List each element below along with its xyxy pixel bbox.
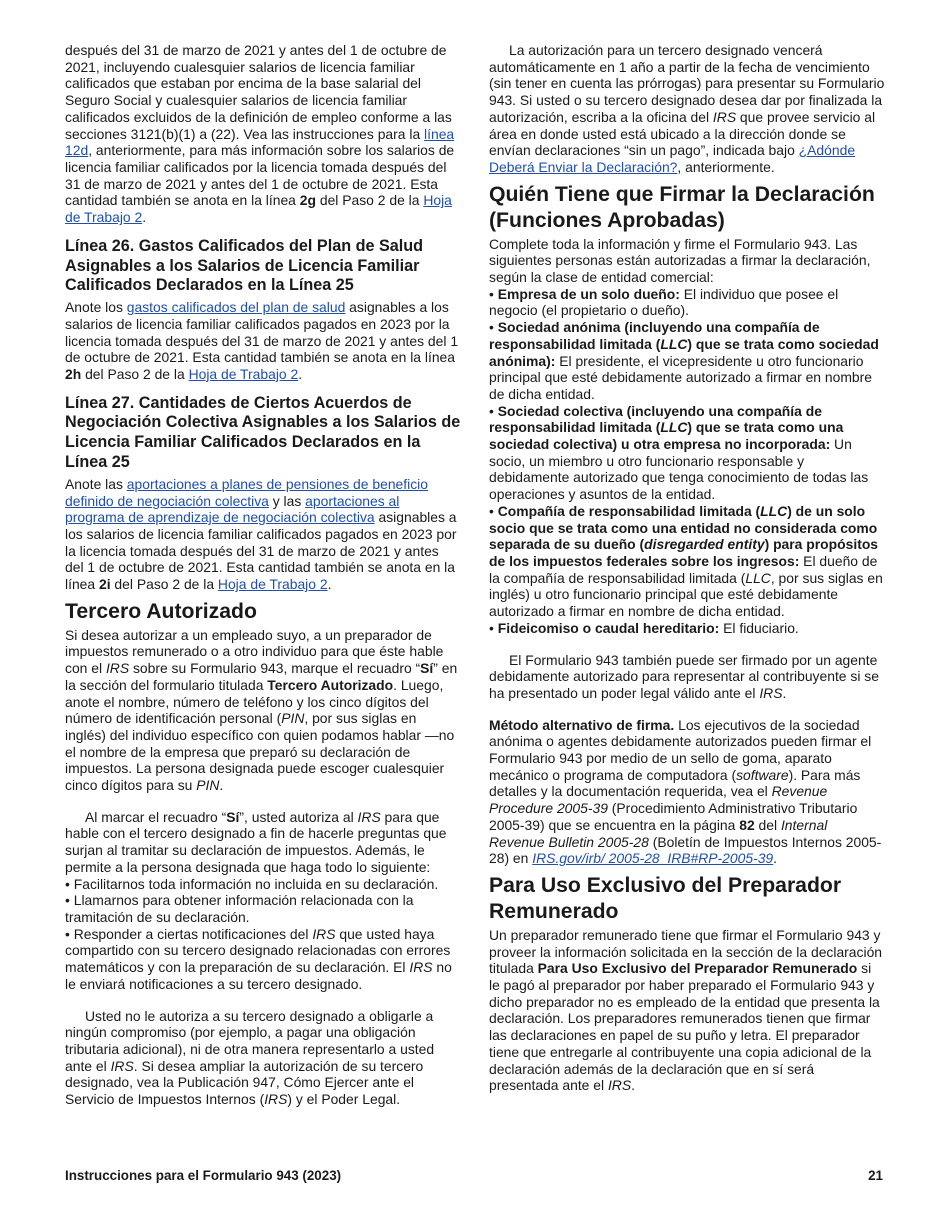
bullet-icon: •: [489, 502, 494, 519]
link-aportaciones-pensiones[interactable]: aportaciones a planes de pensiones de beneficio definido de negociación colectiva: [65, 475, 428, 509]
bullet-item: • Facilitarnos toda información no incluida en su declaración.: [65, 875, 439, 892]
link-adonde-enviar[interactable]: ¿Adónde Deberá Enviar la Declaración?: [489, 142, 856, 175]
bullet-icon: •: [489, 402, 494, 419]
heading-quien-firma: Quién Tiene que Firmar la Declaración (Funciones Aprobadas): [489, 182, 875, 232]
link-aportaciones-aprendizaje[interactable]: aportaciones al programa de aprendizaje de negociación colectiva: [65, 492, 400, 526]
bullet-item: • Fideicomiso o caudal hereditario: El fiduciario.: [489, 619, 799, 636]
paragraph-tercero-3: Usted no le autoriza a su tercero designado a obligarle a ningún compromiso (por ejemplo, a pagar una obligación tributaria adicional), ni de otra manera representarlo a usted ante el IRS. Si desea ampliar la autorización de su tercero designado, vea la Publicación 947, Cómo Ejercer ante el Servicio de Impuestos Internos (IRS) y el Poder Legal.: [65, 1007, 435, 1108]
paragraph-preparador: Un preparador remunerado tiene que firmar el Formulario 943 y proveer la información solicitada en la sección de la declaración titulada Para Uso Exclusivo del Preparador Remunerado si le pagó al preparador por haber preparado el Formulario 943 y dicho preparador no es empleado de la entidad que presenta la declaración. Los preparadores remunerados tienen que firmar las declaraciones en papel de su puño y letra. El preparador tiene que entregarle al contribuyente una copia adicional de la declaración además de la declaración que en sí será presentada ante el IRS.: [489, 926, 883, 1094]
link-hoja-de-trabajo-2[interactable]: Hoja de Trabajo 2: [65, 192, 452, 226]
link-linea-12d[interactable]: línea 12d: [65, 125, 455, 159]
bullet-item: • Sociedad anónima (incluyendo una compañía de responsabilidad limitada (LLC) que se trata como sociedad anónima): El presidente, el vicepresidente u otro funcionario principal que esté debidamente autorizado a firmar en nombre de dicha entidad.: [489, 319, 879, 402]
page-footer: [65, 1168, 883, 1183]
link-hoja-de-trabajo-2[interactable]: Hoja de Trabajo 2: [188, 365, 299, 382]
bullet-icon: •: [65, 925, 70, 942]
bullet-icon: •: [65, 875, 70, 892]
bullet-icon: •: [489, 285, 494, 302]
bullet-item: • Llamarnos para obtener información relacionada con la tramitación de su declaración.: [65, 892, 414, 925]
bullet-item: • Responder a ciertas notificaciones del IRS que usted haya compartido con su tercero designado relacionadas con errores matemáticos y con la preparación de su declaración. El IRS no le enviará notificaciones a su tercero designado.: [65, 925, 452, 992]
page-number: 21: [868, 1168, 883, 1183]
paragraph-linea-27: Anote las aportaciones a planes de pensiones de beneficio definido de negociación colectiva y las aportaciones al programa de aprendizaje de negociación colectiva asignables a los salarios de licencia familiar calificados pagados en 2023 por la licencia tomada después del 31 de marzo de 2021 y antes del 1 de octubre de 2021. Esta cantidad también se anota en la línea 2i del Paso 2 de la Hoja de Trabajo 2.: [65, 475, 457, 593]
paragraph-linea-26: Anote los gastos calificados del plan de salud asignables a los salarios de licencia familiar calificados pagados en 2023 por la licencia tomada después del 31 de marzo de 2021 y antes del 1 de octubre de 2021. Esta cantidad también se anota en la línea 2h del Paso 2 de la Hoja de Trabajo 2.: [65, 299, 459, 382]
bullet-icon: •: [489, 619, 494, 636]
heading-tercero-autorizado: Tercero Autorizado: [65, 599, 257, 623]
bullet-item: • Compañía de responsabilidad limitada (LLC) de un solo socio que se trata como una entidad no considerada como separada de su dueño (disregarded entity) para propósitos de los impuestos federales sobre los ingresos: El dueño de la compañía de responsabilidad limitada (LLC, por sus siglas en inglés) u otro funcionario principal que esté debidamente autorizado a firmar en nombre de dicha entidad.: [489, 502, 883, 620]
bullet-item: • Empresa de un solo dueño: El individuo que posee el negocio (el propietario o dueño).: [489, 285, 839, 319]
paragraph-tercero-1: Si desea autorizar a un empleado suyo, a un preparador de impuestos remunerado o a otro individuo para que éste hable con el IRS sobre su Formulario 943, marque el recuadro “Sí” en la sección del formulario titulada Tercero Autorizado. Luego, anote el nombre, número de teléfono y los cinco dígitos del número de identificación personal (PIN, por sus siglas en inglés) del individuo específico con quien podamos hablar —no el nombre de la empresa que preparó su declaración de impuestos. La persona designada puede escoger cualesquier cinco dígitos para su PIN.: [65, 626, 458, 794]
paragraph-metodo-alternativo: Método alternativo de firma. Los ejecutivos de la sociedad anónima o agentes debidamente autorizados pueden firmar el Formulario 943 por medio de un sello de goma, aparato mecánico o programa de computadora (software). Para más detalles y la documentación requerida, vea el Revenue Procedure 2005-39 (Procedimiento Administrativo Tributario 2005-39) que se encuentra en la página 82 del Internal Revenue Bulletin 2005-28 (Boletín de Impuestos Internos 2005-28) en IRS.gov/irb/ 2005-28_IRB#RP-2005-39.: [489, 716, 882, 867]
heading-preparador-remunerado: Para Uso Exclusivo del Preparador Remunerado: [489, 873, 842, 923]
right-column: [489, 42, 885, 1094]
heading-linea-26: Línea 26. Gastos Calificados del Plan de Salud Asignables a los Salarios de Licencia Familiar Calificados Declarados en la Línea 25: [65, 236, 424, 295]
link-gastos-plan-salud[interactable]: gastos calificados del plan de salud: [126, 299, 346, 316]
paragraph-autorizacion-vence: La autorización para un tercero designado vencerá automáticamente en 1 año a partir de la fecha de vencimiento (sin tener en cuenta las prórrogas) para presentar su Formulario 943. Si usted o su tercero designado desea dar por finalizada la autorización, escriba a la oficina del IRS que provee servicio al área en donde usted está ubicado a la dirección donde se envían declaraciones “sin un pago”, indicada bajo ¿Adónde Deberá Enviar la Declaración?, anteriormente.: [489, 42, 885, 175]
left-column: [65, 42, 461, 1108]
heading-linea-27: Línea 27. Cantidades de Ciertos Acuerdos de Negociación Colectiva Asignables a los Salarios de Licencia Familiar Calificados Declarados en la Línea 25: [65, 393, 461, 472]
paragraph-tercero-2: Al marcar el recuadro “Sí”, usted autoriza al IRS para que hable con el tercero designado a fin de hacerle preguntas que surjan al tramitar su declaración de impuestos. Además, le permite a la persona designada que haga todo lo siguiente:: [65, 808, 447, 875]
paragraph-quien-firma-intro: Complete toda la información y firme el Formulario 943. Las siguientes personas están autorizadas a firmar la declaración, según la clase de entidad comercial:: [489, 235, 871, 286]
bullet-icon: •: [65, 892, 70, 909]
footer-title: Instrucciones para el Formulario 943 (2023): [65, 1168, 342, 1183]
paragraph-linea-25-continued: después del 31 de marzo de 2021 y antes del 1 de octubre de 2021, incluyendo cualesquier salarios de licencia familiar calificados que estaban por encima de la base salarial del Seguro Social y cualesquier salarios de licencia familiar calificados excluidos de la definición de empleo conforme a las secciones 3121(b)(1) a (22). Vea las instrucciones para la línea 12d, anteriormente, para más información sobre los salarios de licencia familiar calificados por la licencia tomada después del 31 de marzo de 2021 y antes del 1 de octubre de 2021. Esta cantidad también se anota en la línea 2g del Paso 2 de la Hoja de Trabajo 2.: [65, 42, 455, 226]
bullet-item: • Sociedad colectiva (incluyendo una compañía de responsabilidad limitada (LLC) que se trata como una sociedad colectiva) u otra empresa no incorporada: Un socio, un miembro u otro funcionario responsable y debidamente autorizado que tenga conocimiento de todas las operaciones y asuntos de la entidad.: [489, 402, 869, 503]
link-irs-gov-irb[interactable]: IRS.gov/irb/ 2005-28_IRB#RP-2005-39: [532, 850, 774, 867]
bullet-icon: •: [489, 319, 494, 336]
paragraph-agente-autorizado: El Formulario 943 también puede ser firmado por un agente debidamente autorizado para representar al contribuyente si se ha presentado un poder legal válido ante el IRS.: [489, 651, 879, 701]
link-hoja-de-trabajo-2[interactable]: Hoja de Trabajo 2: [217, 576, 328, 593]
